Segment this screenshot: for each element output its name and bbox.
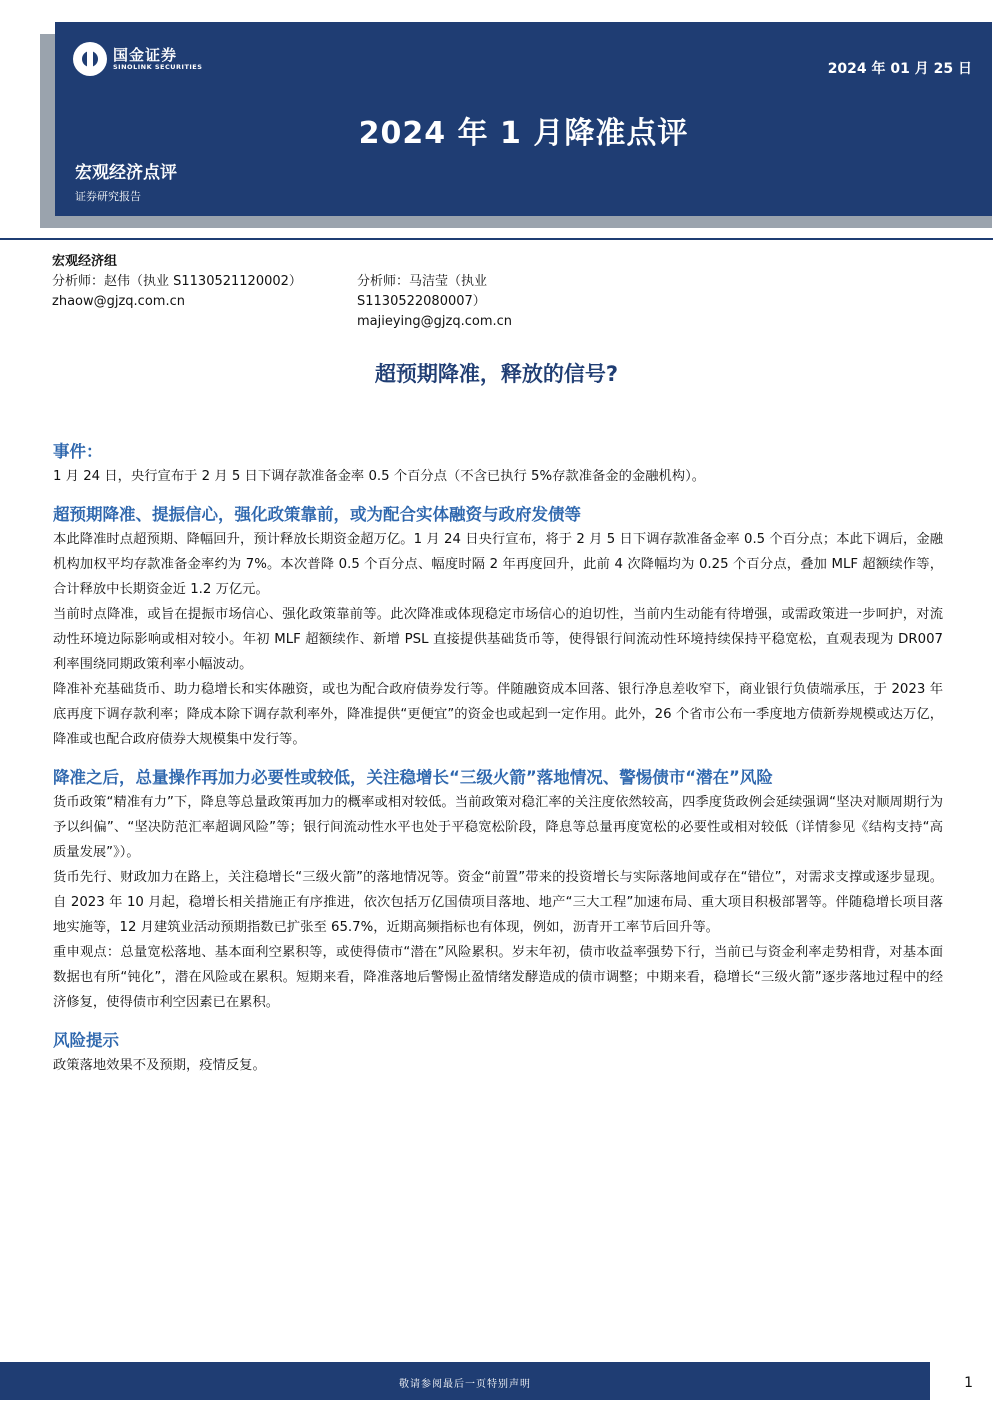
section-title-event: 事件： bbox=[53, 442, 103, 461]
section-paragraph: 货币先行、财政加力在路上，关注稳增长“三级火箭”的落地情况等。资金“前置”带来的投资增长与实际落地间或存在“错位”，对需求支撑或逐步显现。自 2023 年 10 月起，稳增长相关措施正有序推进，依次包括万亿国债项目落地、地产“三大工程”加速布局、重大项目积极部署等。伴随稳增长项目落地实施等，12 月建筑业活动预期指数已扩张至 65.7%，近期高频指标也有体现，例如，沥青开工率节后回升等。 bbox=[53, 870, 943, 935]
analyst-2 bbox=[357, 272, 557, 332]
logo-name-en: SINOLINK SECURITIES bbox=[113, 62, 203, 71]
section-paragraph: 当前时点降准，或旨在提振市场信心、强化政策靠前等。此次降准或体现稳定市场信心的迫切性，当前内生动能有待增强，或需政策进一步呵护，对流动性环境边际影响或相对较小。年初 MLF 超额续作、新增 PSL 直接提供基础货币等，使得银行间流动性环境持续保持平稳宽松，直观表现为 DR007 利率围绕同期政策利率小幅波动。 bbox=[53, 607, 943, 672]
research-group: 宏观经济组 bbox=[52, 254, 118, 269]
section-title-risk: 风险提示 bbox=[53, 1031, 119, 1050]
analyst-2-email[interactable]: majieying@gjzq.com.cn bbox=[357, 314, 513, 329]
logo-name-cn: 国金证券 bbox=[113, 45, 178, 64]
analyst-1-name: 分析师：赵伟（执业 S1130521120002） bbox=[52, 274, 302, 289]
section-title-outlook: 降准之后，总量操作再加力必要性或较低，关注稳增长“三级火箭”落地情况、警惕债市“潜在”风险 bbox=[53, 768, 773, 787]
report-type: 证券研究报告 bbox=[75, 190, 141, 203]
report-body bbox=[53, 440, 943, 1078]
analyst-1-email[interactable]: zhaow@gjzq.com.cn bbox=[52, 294, 185, 309]
section-paragraph: 本此降准时点超预期、降幅回升，预计释放长期资金超万亿。1 月 24 日央行宣布，将于 2 月 5 日下调存款准备金率 0.5 个百分点；本此下调后，金融机构加权平均存款准备金率约为 7%。本次普降 0.5 个百分点、幅度时隔 2 年再度回升，此前 4 次降幅均为 0.25 个百分点，叠加 MLF 超额续作等，合计释放中长期资金近 1.2 万亿元。 bbox=[53, 532, 943, 597]
footer-disclaimer-note: 敬请参阅最后一页特别声明 bbox=[399, 1379, 531, 1390]
section-paragraph: 重申观点：总量宽松落地、基本面利空累积等，或使得债市“潜在”风险累积。岁末年初，债市收益率强势下行，当前已与资金利率走势相背，对基本面数据也有所“钝化”，潜在风险或在累积。短期来看，降准落地后警惕止盈情绪发酵造成的债市调整；中期来看，稳增长“三级火箭”逐步落地过程中的经济修复，使得债市利空因素已在累积。 bbox=[53, 945, 943, 1010]
section-paragraph: 政策落地效果不及预期，疫情反复。 bbox=[53, 1058, 266, 1073]
header-banner bbox=[55, 22, 992, 216]
footer-bar bbox=[0, 1362, 930, 1400]
report-title: 2024 年 1 月降准点评 bbox=[358, 116, 689, 151]
section-paragraph: 降准补充基础货币、助力稳增长和实体融资，或也为配合政府债券发行等。伴随融资成本回落、银行净息差收窄下，商业银行负债端承压，于 2023 年底再度下调存款利率；降成本除下调存款利率外，降准提供“更便宜”的资金也或起到一定作用。此外，26 个省市公布一季度地方债新券规模或达万亿，降准或也配合政府债券大规模集中发行等。 bbox=[53, 682, 943, 747]
page-number: 1 bbox=[964, 1375, 973, 1391]
author-block bbox=[52, 252, 513, 329]
company-logo bbox=[73, 42, 202, 76]
header-divider bbox=[0, 238, 993, 240]
section-paragraph: 1 月 24 日，央行宣布于 2 月 5 日下调存款准备金率 0.5 个百分点（不含已执行 5%存款准备金的金融机构）。 bbox=[53, 469, 706, 484]
company-logo-icon bbox=[73, 42, 107, 76]
analyst-1 bbox=[52, 272, 352, 312]
report-category: 宏观经济点评 bbox=[75, 163, 177, 183]
report-headline: 超预期降准，释放的信号? bbox=[374, 362, 619, 386]
analyst-2-license: S1130522080007） bbox=[357, 294, 486, 309]
section-title-rrr-cut: 超预期降准、提振信心，强化政策靠前，或为配合实体融资与政府发债等 bbox=[53, 505, 581, 524]
analyst-2-name: 分析师：马洁莹（执业 bbox=[357, 274, 488, 289]
report-date: 2024 年 01 月 25 日 bbox=[827, 61, 972, 77]
section-paragraph: 货币政策“精准有力”下，降息等总量政策再加力的概率或相对较低。当前政策对稳汇率的关注度依然较高，四季度货政例会延续强调“坚决对顺周期行为予以纠偏”、“坚决防范汇率超调风险”等；银行间流动性水平也处于平稳宽松阶段，降息等总量再度宽松的必要性或相对较低（详情参见《结构支持“高质量发展”》）。 bbox=[53, 795, 943, 860]
